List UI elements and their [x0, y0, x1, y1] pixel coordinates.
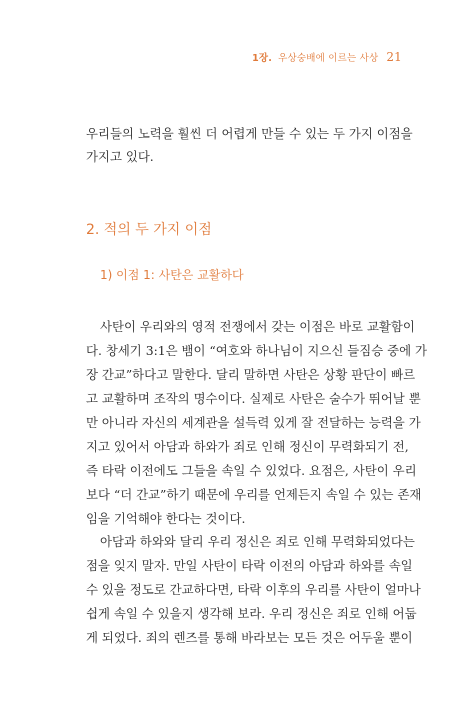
intro-line: 가지고 있다.	[86, 149, 154, 164]
paragraph-line: 사탄이 우리와의 영적 전쟁에서 갖는 이점은 바로 교활함이	[100, 319, 415, 334]
page-number: 21	[386, 50, 402, 64]
chapter-title: 우상숭배에 이르는 사상	[278, 53, 379, 64]
paragraph-line: 수 있을 정도로 간교하다면, 타락 이후의 우리를 사탄이 얼마나	[86, 582, 421, 597]
paragraph-line: 보다 “더 간교”하기 때문에 우리를 언제든지 속일 수 있는 존재	[86, 487, 422, 502]
running-header	[252, 50, 402, 64]
section-heading: 2. 적의 두 가지 이점	[86, 222, 212, 238]
paragraph-line: 고 교활하며 조작의 명수이다. 실제로 사탄은 술수가 뛰어날 뿐	[86, 391, 421, 406]
intro-line: 우리들의 노력을 훨씬 더 어렵게 만들 수 있는 두 가지 이점을	[86, 126, 413, 141]
sub-heading: 1) 이점 1: 사탄은 교활하다	[100, 268, 244, 282]
paragraph-line: 만 아니라 자신의 세계관을 설득력 있게 잘 전달하는 능력을 가	[86, 415, 421, 430]
paragraph-line: 점을 잊지 말자. 만일 사탄이 타락 이전의 아담과 하와를 속일	[86, 558, 413, 573]
paragraph-line: 임을 기억해야 한다는 것이다.	[86, 511, 246, 526]
paragraph-line: 쉽게 속일 수 있을지 생각해 보라. 우리 정신은 죄로 인해 어둡	[86, 606, 417, 621]
paragraph-line: 다. 창세기 3:1은 뱀이 “여호와 하나님이 지으신 들짐승 중에 가	[86, 343, 427, 358]
paragraph-line: 아담과 하와와 달리 우리 정신은 죄로 인해 무력화되었다는	[100, 534, 415, 549]
paragraph-line: 즉 타락 이전에도 그들을 속일 수 있었다. 요점은, 사탄이 우리	[86, 463, 417, 478]
paragraph-line: 지고 있어서 아담과 하와가 죄로 인해 정신이 무력화되기 전,	[86, 439, 409, 454]
chapter-label: 1장.	[252, 53, 273, 64]
paragraph-line: 장 간교”하다고 말한다. 달리 말하면 사탄은 상황 판단이 빠르	[86, 367, 416, 382]
paragraph-line: 게 되었다. 죄의 렌즈를 통해 바라보는 모든 것은 어두울 뿐이	[86, 630, 413, 645]
